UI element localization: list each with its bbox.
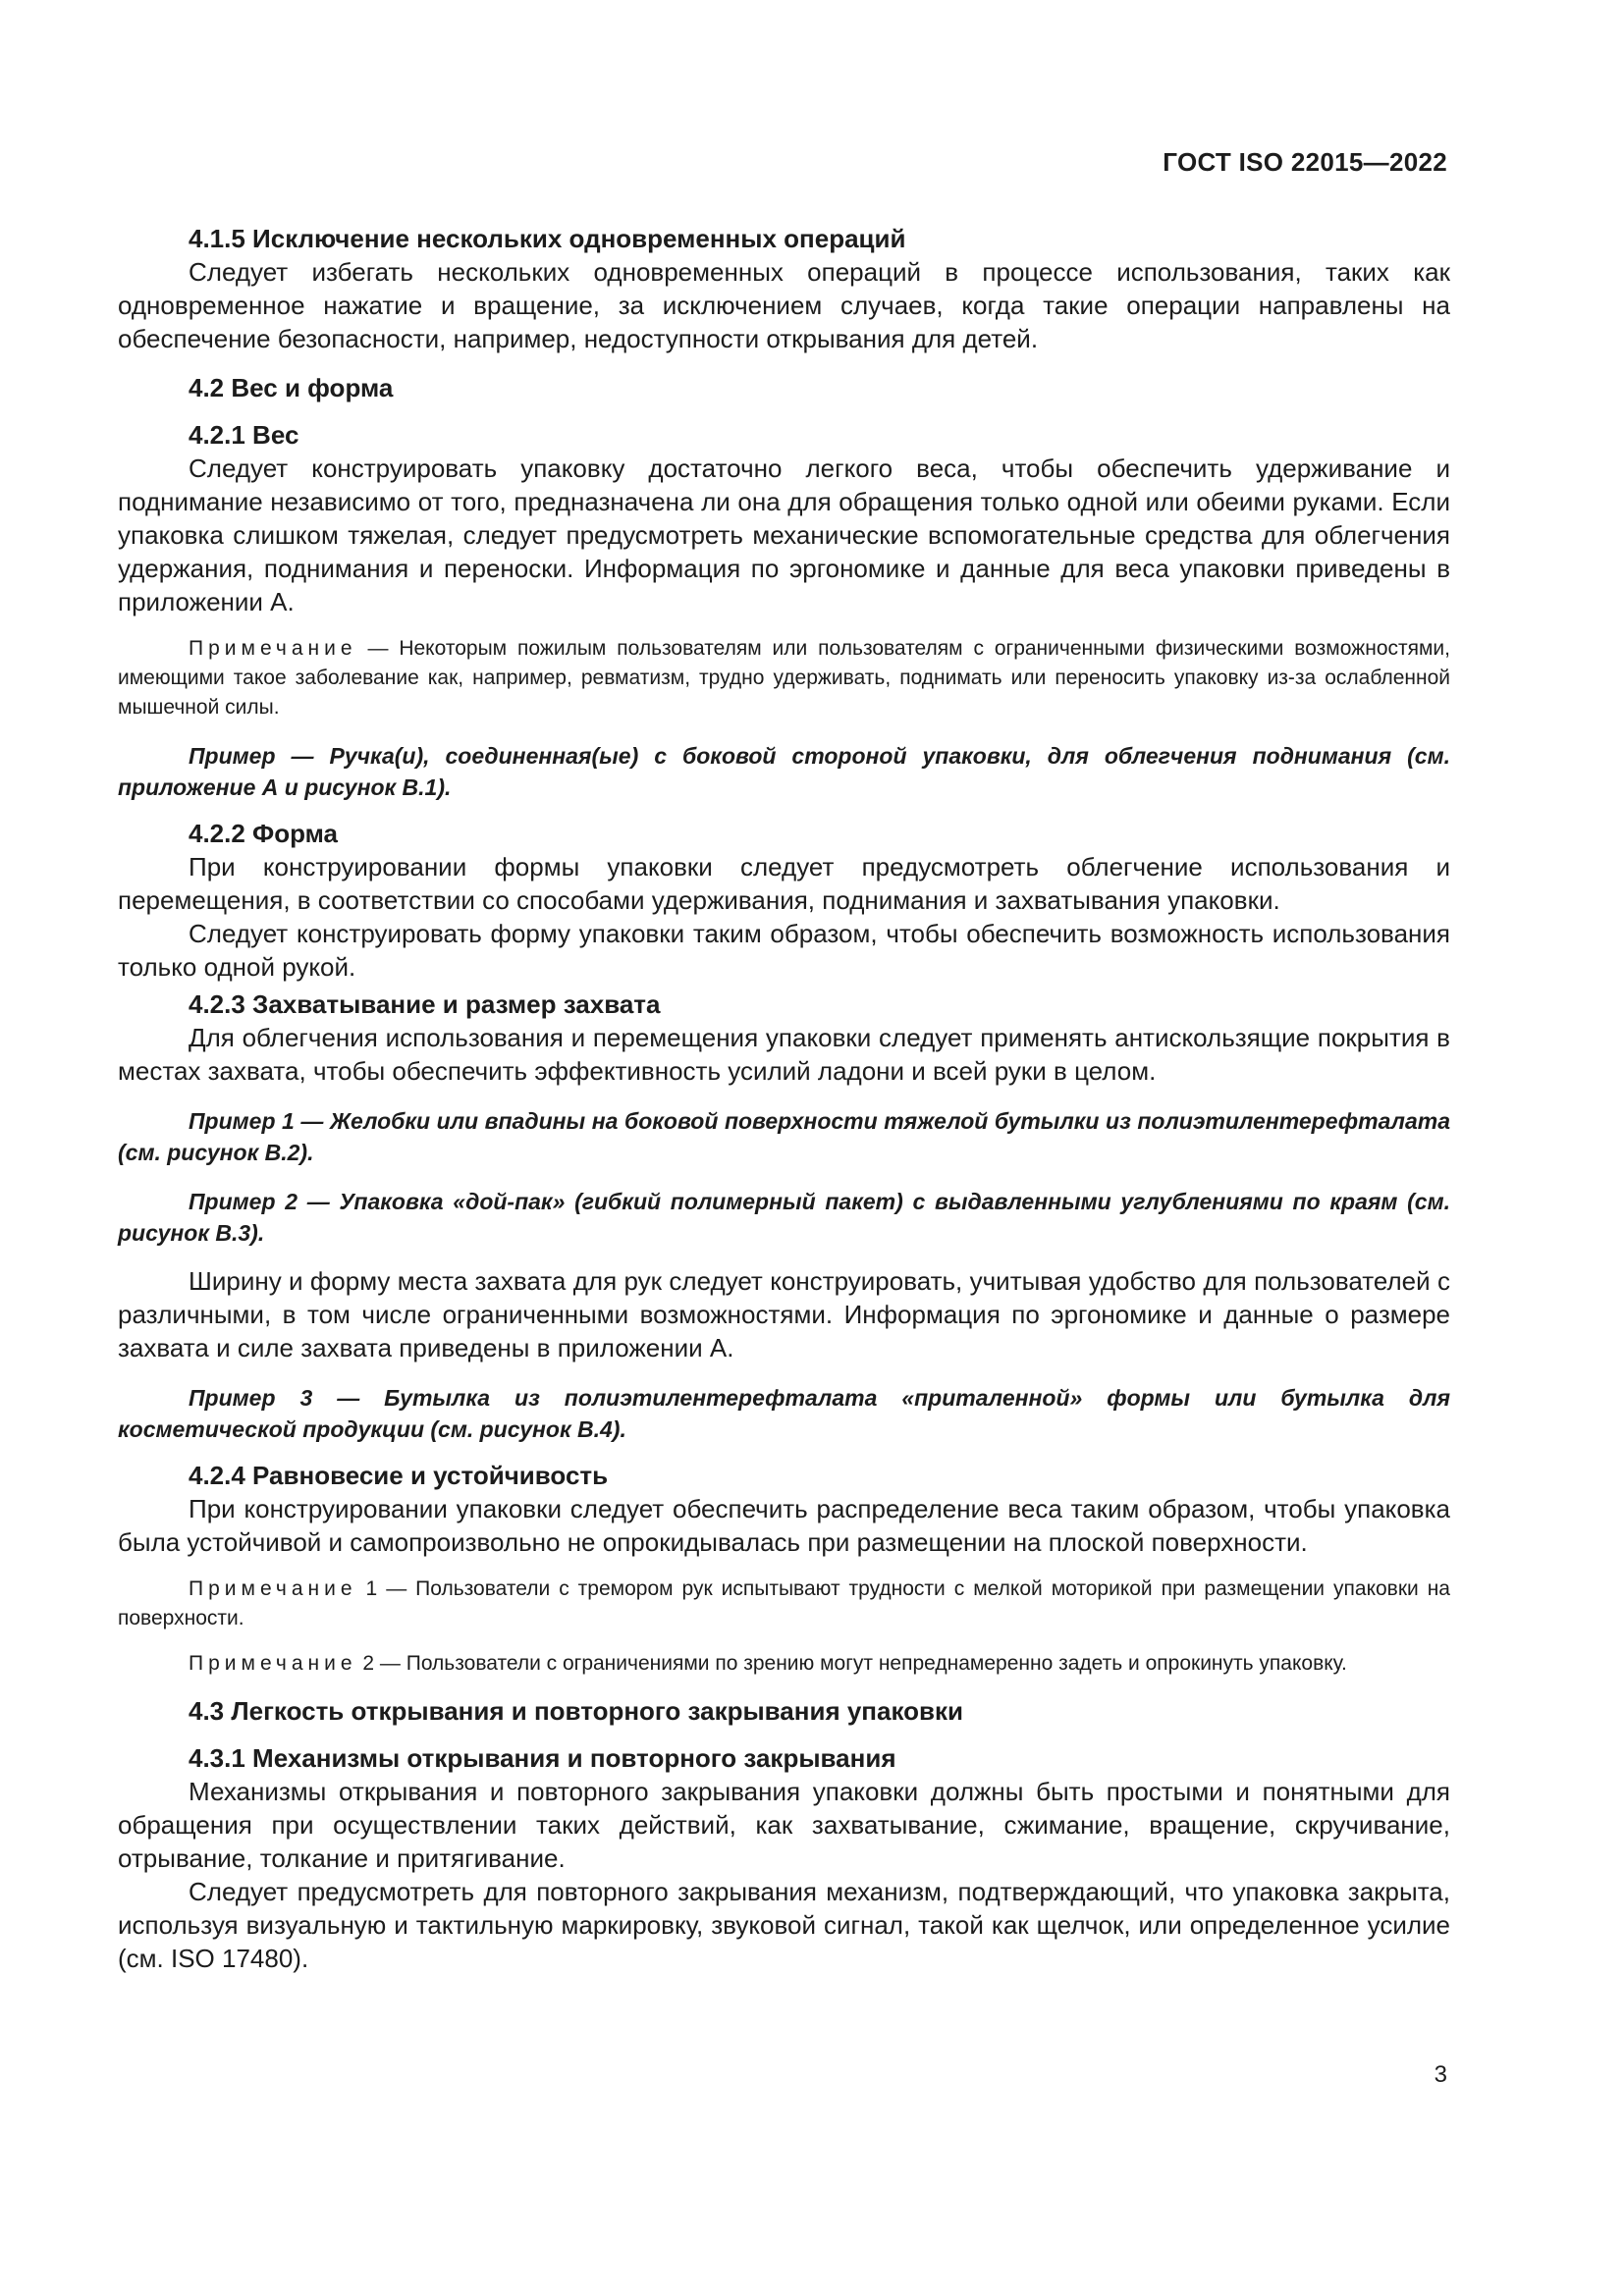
note: [118, 634, 1450, 722]
heading-4-2-3: 4.2.3 Захватывание и размер захвата: [189, 989, 661, 1019]
document-code: ГОСТ ISO 22015—2022: [1163, 147, 1447, 177]
note-text: 2 — Пользователи с ограничениями по зрению могут непреднамеренно задеть и опрокинуть упаковку.: [356, 1652, 1347, 1675]
example-1: Пример 1 — Желобки или впадины на боковой поверхности тяжелой бутылки из полиэтилентерефталата (см. рисунок В.2).: [118, 1108, 1450, 1165]
document-body: [118, 222, 1450, 1975]
paragraph: Для облегчения использования и перемещения упаковки следует применять антискользящие покрытия в местах захвата, чтобы обеспечить эффективность усилий ладони и всей руки в целом.: [118, 1023, 1450, 1086]
note-label: Примечание: [189, 637, 357, 660]
note-2: [118, 1649, 1450, 1679]
note-label: Примечание: [189, 1652, 357, 1675]
heading-4-3: 4.3 Легкость открывания и повторного закрывания упаковки: [189, 1696, 964, 1726]
paragraph: Следует конструировать форму упаковки таким образом, чтобы обеспечить возможность использования только одной рукой.: [118, 919, 1450, 982]
heading-4-2-4: 4.2.4 Равновесие и устойчивость: [189, 1461, 609, 1490]
heading-4-2-1: 4.2.1 Вес: [189, 420, 299, 450]
paragraph: Механизмы открывания и повторного закрывания упаковки должны быть простыми и понятными для обращения при осуществлении таких действий, как захватывание, сжимание, вращение, скручивание, отрывание, толкание и притягивание.: [118, 1777, 1450, 1873]
paragraph: Ширину и форму места захвата для рук следует конструировать, учитывая удобство для пользователей с различными, в том числе ограниченными возможностями. Информация по эргономике и данные о размере захвата и силе захвата приведены в приложении А.: [118, 1266, 1450, 1362]
heading-4-3-1: 4.3.1 Механизмы открывания и повторного закрывания: [189, 1743, 896, 1773]
note-text: 1 — Пользователи с тремором рук испытывают трудности с мелкой моторикой при размещении упаковки на поверхности.: [118, 1577, 1450, 1629]
heading-4-2: 4.2 Вес и форма: [189, 373, 394, 402]
note-label: Примечание: [189, 1577, 357, 1600]
note-1: [118, 1575, 1450, 1633]
paragraph: Следует конструировать упаковку достаточно легкого веса, чтобы обеспечить удерживание и поднимание независимо от того, предназначена ли она для обращения только одной или обеими руками. Если упаковка слишком тяжелая, следует предусмотреть механические вспомогательные средства для облегчения удержания, поднимания и переноски. Информация по эргономике и данные для веса упаковки приведены в приложении А.: [118, 454, 1450, 616]
paragraph: Следует избегать нескольких одновременных операций в процессе использования, таких как одновременное нажатие и вращение, за исключением случаев, когда такие операции направлены на обеспечение безопасности, например, недоступности открывания для детей.: [118, 257, 1450, 353]
example: Пример — Ручка(и), соединенная(ые) с боковой стороной упаковки, для облегчения поднимания (см. приложение А и рисунок В.1).: [118, 743, 1450, 800]
paragraph: Следует предусмотреть для повторного закрывания механизм, подтверждающий, что упаковка закрыта, используя визуальную и тактильную маркировку, звуковой сигнал, такой как щелчок, или определенное усилие (см. ISO 17480).: [118, 1877, 1450, 1973]
example-3: Пример 3 — Бутылка из полиэтилентерефталата «приталенной» формы или бутылка для косметической продукции (см. рисунок В.4).: [118, 1385, 1450, 1442]
paragraph: При конструировании упаковки следует обеспечить распределение веса таким образом, чтобы упаковка была устойчивой и самопроизвольно не опрокидывалась при размещении на плоской поверхности.: [118, 1494, 1450, 1557]
heading-4-1-5: 4.1.5 Исключение нескольких одновременных операций: [189, 224, 906, 253]
heading-4-2-2: 4.2.2 Форма: [189, 819, 339, 848]
example-2: Пример 2 — Упаковка «дой-пак» (гибкий полимерный пакет) с выдавленными углублениями по краям (см. рисунок В.3).: [118, 1189, 1450, 1246]
note-text: — Некоторым пожилым пользователям или пользователям с ограниченными физическими возможностями, имеющими такое заболевание как, например, ревматизм, трудно удерживать, поднимать или переносить упаковку из-за ослабленной мышечной силы.: [118, 637, 1450, 719]
paragraph: При конструировании формы упаковки следует предусмотреть облегчение использования и перемещения, в соответствии со способами удерживания, поднимания и захватывания упаковки.: [118, 852, 1450, 915]
page-number: 3: [1434, 2061, 1447, 2088]
